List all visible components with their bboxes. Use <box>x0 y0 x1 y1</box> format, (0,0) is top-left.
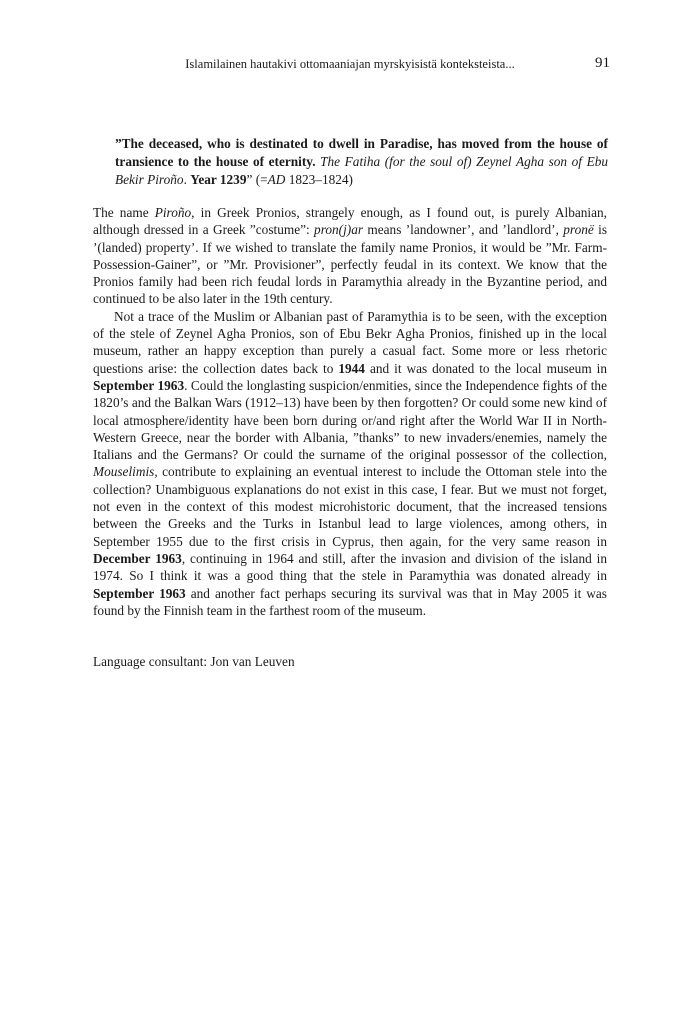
bold-date: September 1963 <box>93 585 186 601</box>
text-segment: , in Greek Pronios, strangely enough, as I found out, is purely Albanian, although dressed in a Greek ”costume”: <box>93 205 607 238</box>
text-segment: , continuing in 1964 and still, after the invasion and division of the island in 1974. So I think it was a good thing that the stele in Paramythia was donated already in <box>93 550 607 584</box>
epigraph-quote <box>115 135 608 189</box>
epigraph-ad-years: 1823–1824) <box>288 172 353 187</box>
running-head <box>150 54 610 74</box>
italic-term: Mouselimis <box>93 464 155 480</box>
epigraph-quote-open: ” <box>115 136 122 151</box>
epigraph-year: Year 1239 <box>190 172 247 187</box>
bold-date: September 1963 <box>93 377 185 393</box>
text-segment: means ’landowner’, and ’landlord’, <box>363 222 564 238</box>
epigraph-italic-text: The Fatiha (for the soul of) Zeynel Agha son of Ebu Bekir Piroño <box>115 154 609 187</box>
italic-term: pron(j)ar <box>314 222 364 238</box>
language-consultant-note: Language consultant: Jon van Leuven <box>93 654 295 669</box>
paragraph-1 <box>93 204 607 308</box>
epigraph-bold-text: The deceased, who is destinated to dwell in Paradise, has moved from the house of transience to the house of eternity. <box>115 136 608 169</box>
bold-date: December 1963 <box>93 550 182 566</box>
epigraph-ad: AD <box>267 172 286 187</box>
text-segment: , contribute to explaining an eventual interest to include the Ottoman stele into the collection? Unambiguous explanations do not exist in this case, I fear. But we must not forget, not even in the context of this modest microhistoric document, that the increased tensions between the Greeks and the Turks in Istanbul lead to large violences, among others, in September 1955 due to the first crisis in Cyprus, then again, for the very same reason in <box>93 464 607 549</box>
epigraph-quote-close: ” (= <box>246 172 268 187</box>
text-segment: and another fact perhaps securing its survival was that in May 2005 it was found by the Finnish team in the farthest room of the museum. <box>93 585 607 618</box>
text-segment: is ’(landed) property’. If we wished to translate the family name Pronios, it would be ”Mr. Farm-Possession-Gainer”, or ”Mr. Provisioner”, perfectly feudal in its context. We know that the Pronios family had been rich feudal lords in Paramythia already in the Byzantine period, and continued to be also later in the 19th century. <box>93 222 607 307</box>
epigraph-period: . <box>183 172 187 187</box>
italic-term: pronë <box>563 222 594 238</box>
italic-term: Piroño <box>154 205 192 220</box>
body-text <box>93 204 607 619</box>
page-number: 91 <box>595 55 610 71</box>
running-title: Islamilainen hautakivi ottomaaniajan myrskyisistä konteksteista... <box>185 57 515 71</box>
text-segment: . Could the longlasting suspicion/enmities, since the Independence fights of the 1820’s and the Balkan Wars (1912–13) have been by then forgotten? Or could some new kind of local atmosphere/identity have been born during or/and right after the World War II in North-Western Greece, near the border with Albania, ”thanks” to new invaders/enemies, namely the Italians and the Germans? Or could the surname of the original possessor of the collection, <box>93 377 607 463</box>
bold-date: 1944 <box>338 360 365 376</box>
text-segment: The name <box>93 205 155 220</box>
text-segment: and it was donated to the local museum in <box>364 360 607 376</box>
text-segment: Not a trace of the Muslim or Albanian past of Paramythia is to be seen, with the exception of the stele of Zeynel Agha Pronios, son of Ebu Bekr Agha Pronios, finished up in the local museum, rather an happy exception than purely a casual fact. Some more or less rhetoric questions arise: the collection dates back to <box>93 308 607 376</box>
paragraph-2 <box>93 308 607 619</box>
